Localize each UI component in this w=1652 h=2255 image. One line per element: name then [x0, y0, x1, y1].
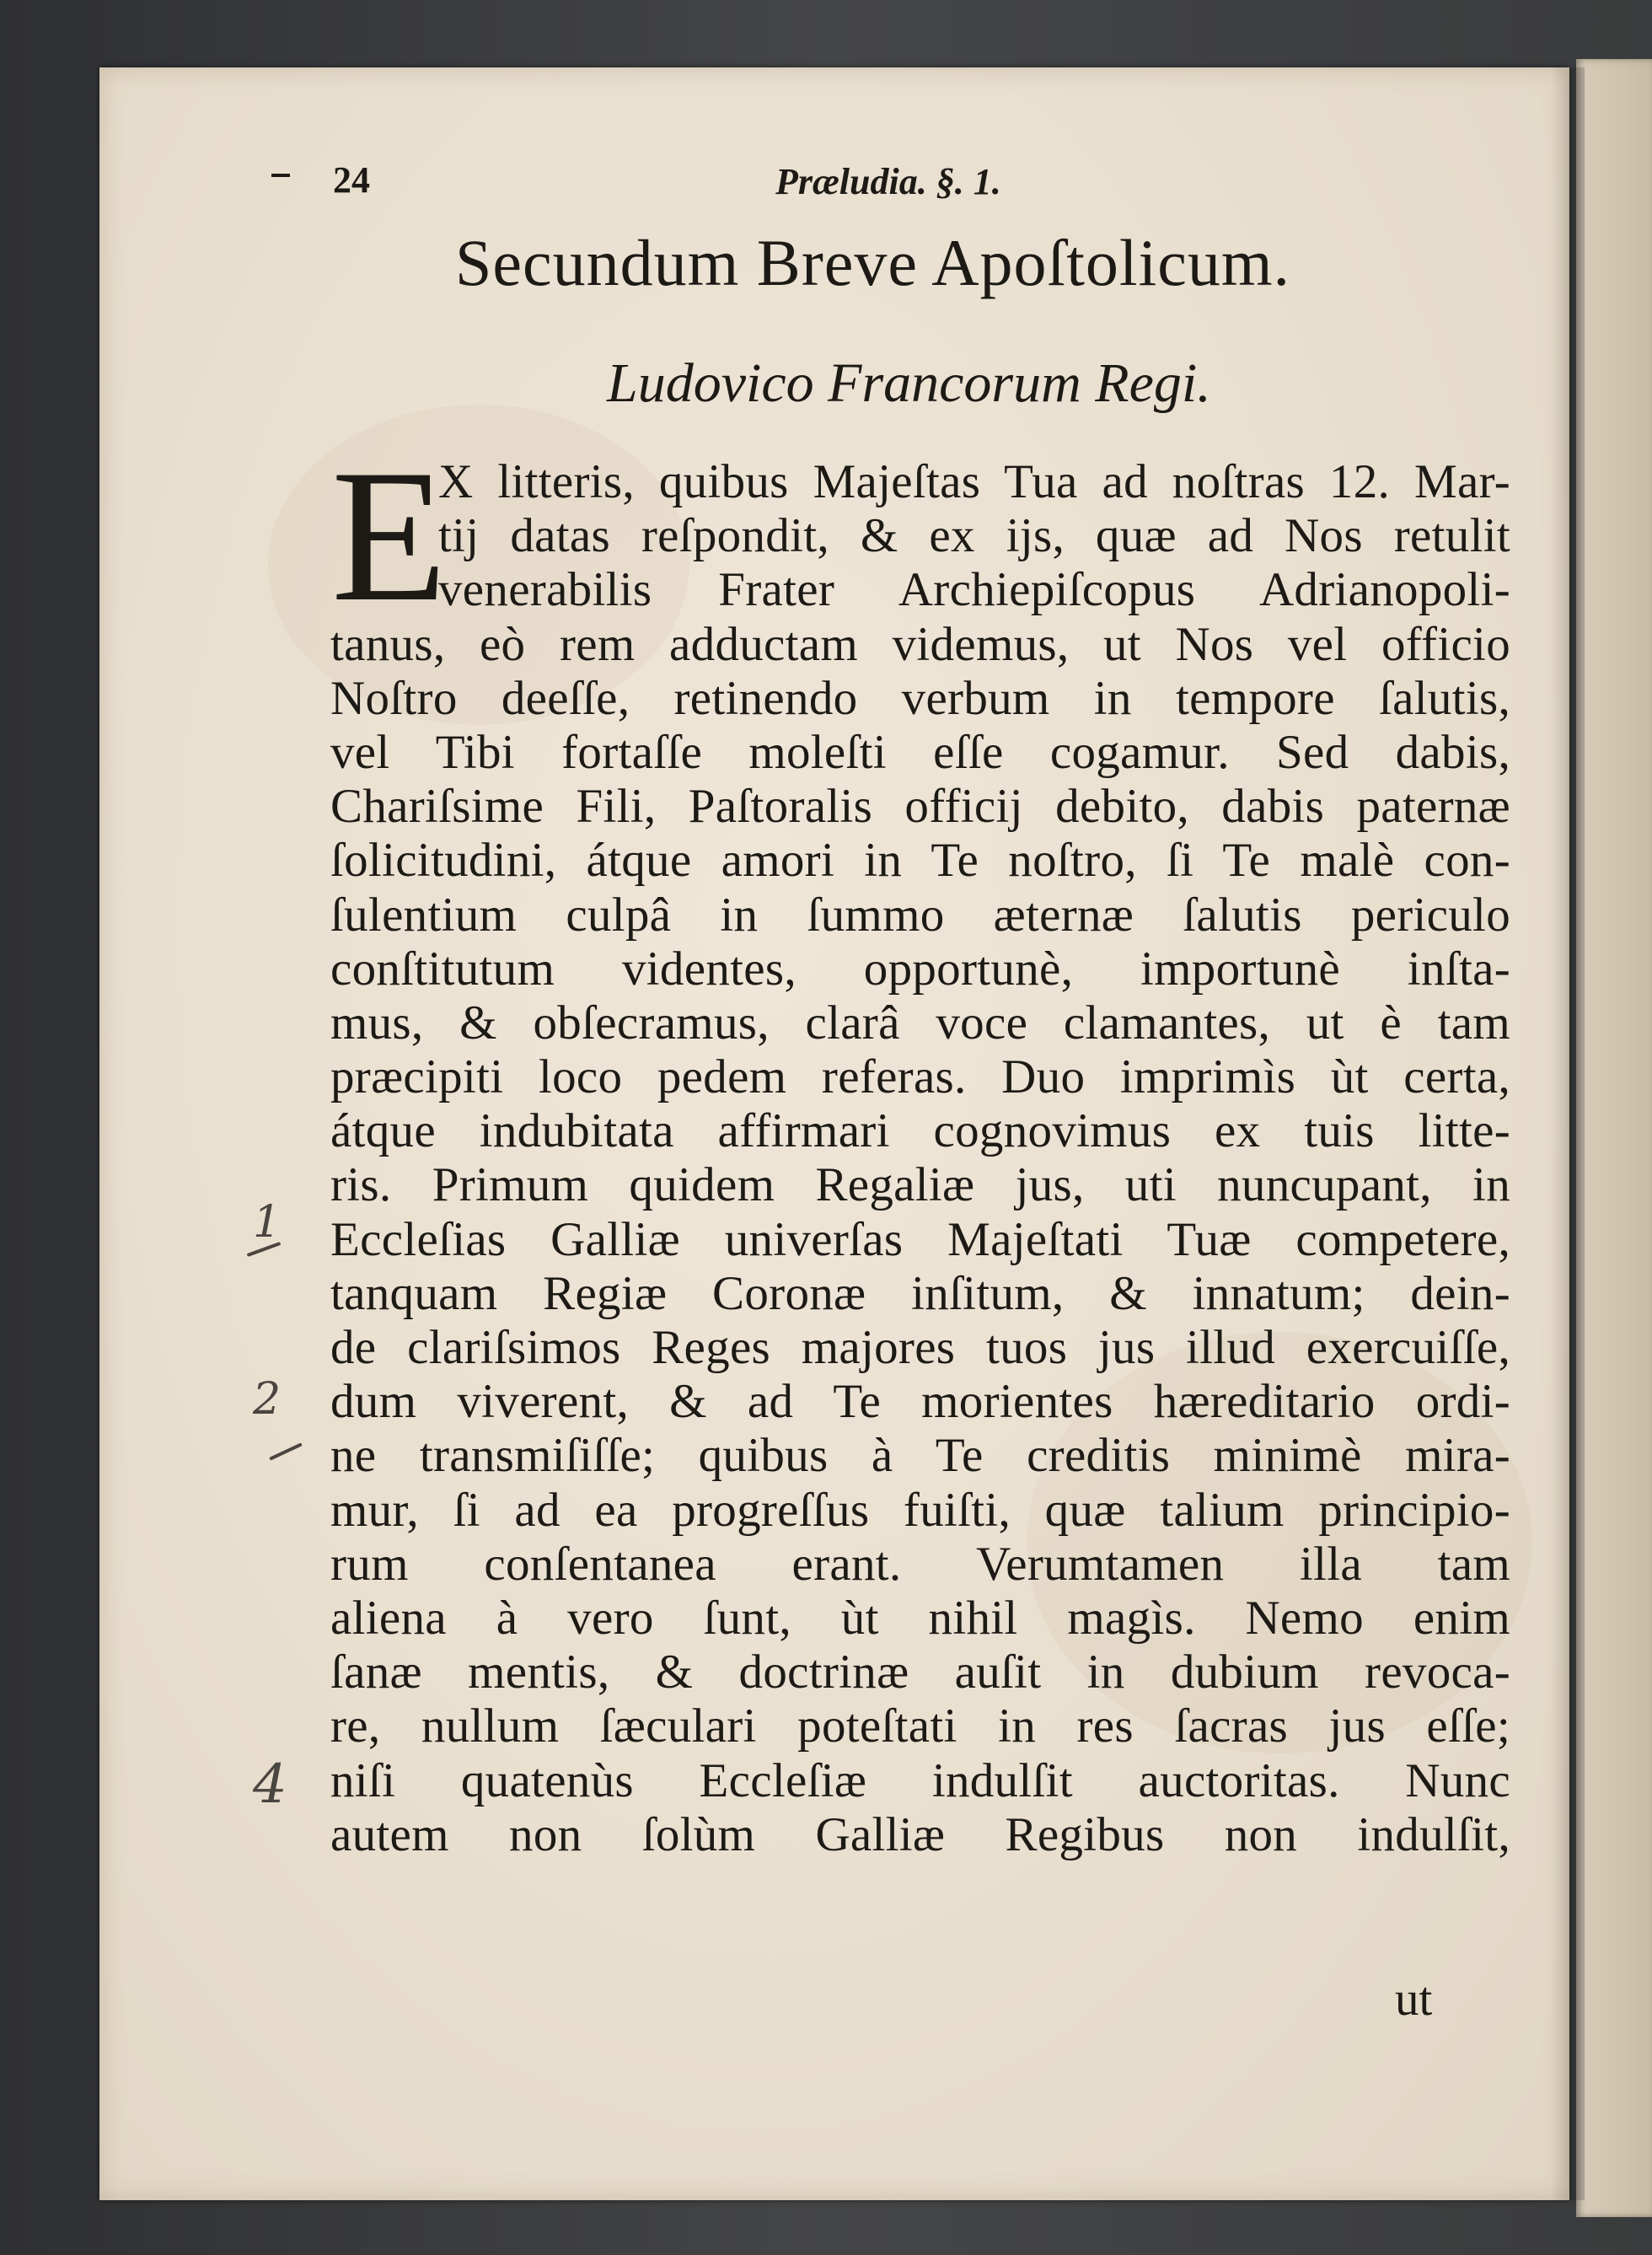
text-line: Noſtro deeſſe, retinendo verbum in tempore ſalutis, — [330, 671, 1510, 725]
next-page-edge — [1576, 59, 1652, 2217]
text-line: átque indubitata affirmari cognovimus ex tuis litte- — [330, 1104, 1510, 1158]
running-head: Præludia. §. 1. — [775, 161, 1001, 202]
catchword: ut — [1395, 1973, 1433, 2026]
text-line: mur, ſi ad ea progreſſus fuiſti, quæ talium principio- — [330, 1483, 1510, 1537]
text-line: tanquam Regiæ Coronæ inſitum, & innatum; dein- — [330, 1266, 1510, 1320]
text-line: venerabilis Frater Archiepiſcopus Adrianopoli- — [438, 563, 1510, 617]
page-number: 24 — [333, 159, 370, 201]
text-line: autem non ſolùm Galliæ Regibus non indulſit, — [330, 1807, 1510, 1861]
text-line: tanus, eò rem adductam videmus, ut Nos vel officio — [330, 617, 1510, 671]
text-line: niſi quatenùs Eccleſiæ indulſit auctoritas. Nunc — [330, 1753, 1510, 1807]
text-line: ris. Primum quidem Regaliæ jus, uti nuncupant, in — [330, 1158, 1510, 1212]
page-title: Secundum Breve Apoſtolicum. — [455, 226, 1291, 299]
margin-dash — [271, 174, 290, 177]
text-line: re, nullum ſæculari poteſtati in res ſacras jus eſſe; — [330, 1699, 1510, 1753]
text-line: dum viverent, & ad Te morientes hæreditario ordi- — [330, 1375, 1510, 1429]
text-line: X litteris, quibus Majeſtas Tua ad noſtras 12. Mar- — [438, 455, 1510, 508]
text-line: tij datas reſpondit, & ex ijs, quæ ad Nos retulit — [438, 509, 1510, 563]
text-line: ne transmiſiſſe; quibus à Te creditis minimè mira- — [330, 1429, 1510, 1483]
text-line: ſolicitudini, átque amori in Te noſtro, ſi Te malè con- — [330, 834, 1510, 888]
body-text — [330, 455, 1510, 1862]
text-line: de clariſsimos Reges majores tuos jus illud exercuiſſe, — [330, 1321, 1510, 1374]
margin-note-1: 1 — [253, 1197, 282, 1248]
page-subtitle: Ludovico Francorum Regi. — [607, 352, 1211, 414]
text-line: rum conſentanea erant. Verumtamen illa tam — [330, 1537, 1510, 1591]
text-line: ſanæ mentis, & doctrinæ auſit in dubium revoca- — [330, 1646, 1510, 1699]
margin-note-2: 2 — [253, 1374, 282, 1425]
text-line: mus, & obſecramus, clarâ voce clamantes, ut è tam — [330, 996, 1510, 1050]
drop-cap: E — [331, 430, 448, 641]
text-line: conſtitutum videntes, opportunè, importunè inſta- — [330, 942, 1510, 996]
text-line: Chariſsime Fili, Paſtoralis officij debito, dabis paternæ — [330, 780, 1510, 834]
gutter-shadow — [1551, 67, 1585, 2200]
margin-note-4: 4 — [253, 1753, 287, 1816]
text-line: vel Tibi fortaſſe moleſti eſſe cogamur. Sed dabis, — [330, 725, 1510, 779]
text-line: aliena à vero ſunt, ùt nihil magìs. Nemo enim — [330, 1591, 1510, 1645]
text-line: Eccleſias Galliæ univerſas Majeſtati Tuæ competere, — [330, 1212, 1510, 1266]
text-line: ſulentium culpâ in ſummo æternæ ſalutis periculo — [330, 888, 1510, 942]
text-line: præcipiti loco pedem referas. Duo imprimìs ùt certa, — [330, 1050, 1510, 1104]
